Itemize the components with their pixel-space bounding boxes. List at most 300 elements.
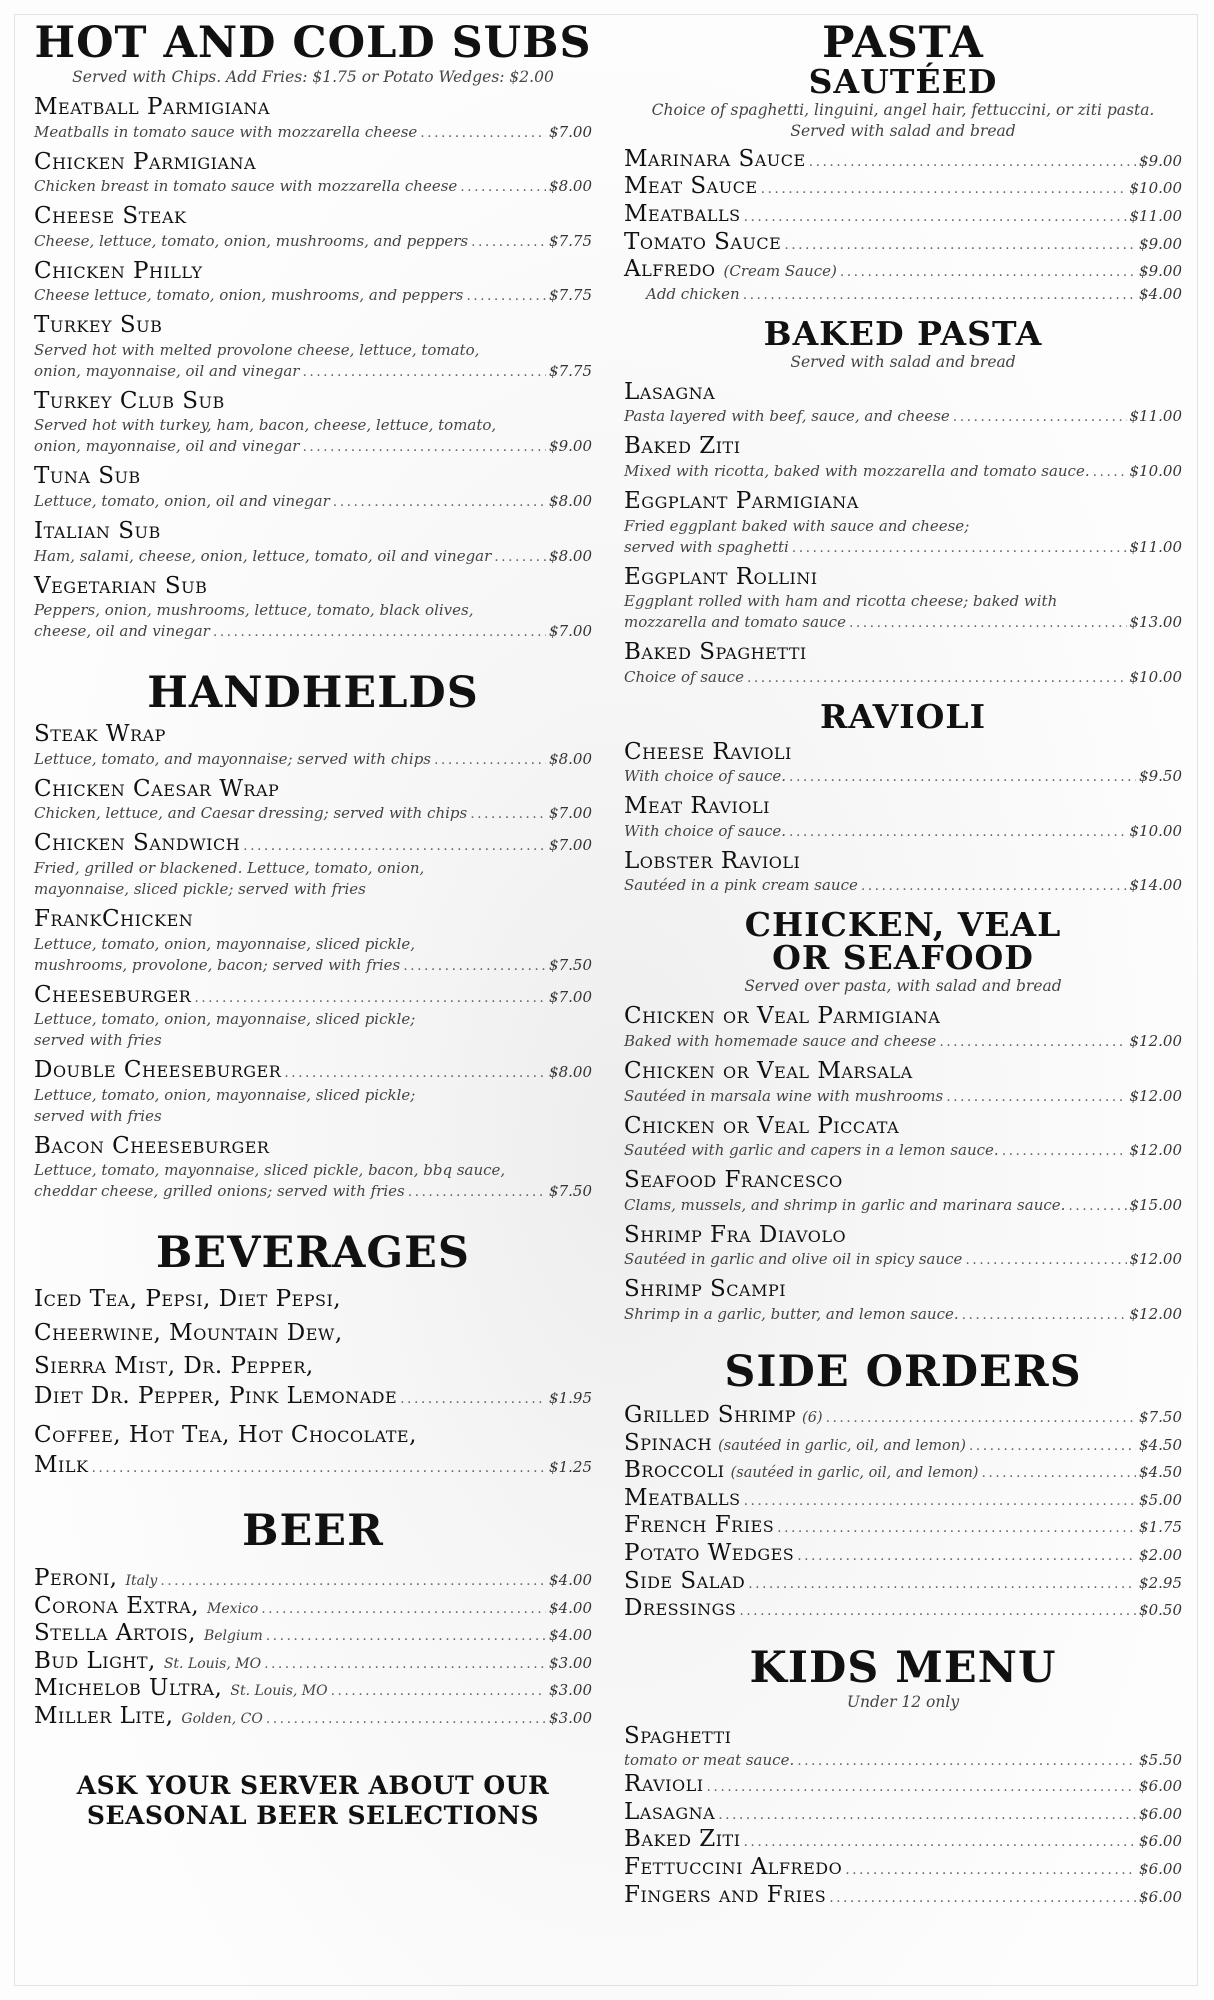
menu-item <box>34 830 592 900</box>
leader-dots <box>739 1602 1136 1621</box>
price-row <box>34 546 592 567</box>
item-desc: cheddar cheese, grilled onions; served with fries <box>34 1182 405 1201</box>
item-desc: Lettuce, tomato, onion, mayonnaise, sliced pickle; <box>34 1085 416 1104</box>
add-chicken-price: $4.00 <box>1139 284 1182 303</box>
item-name-group <box>624 1457 978 1485</box>
leader-dots <box>403 958 546 974</box>
item-price: $1.75 <box>1139 1518 1182 1537</box>
menu-item <box>34 721 592 770</box>
item-price: $12.00 <box>1129 1086 1182 1105</box>
item-name: Baked Spaghetti <box>624 639 807 666</box>
leader-dots <box>809 154 1136 170</box>
menu-item <box>34 1057 592 1127</box>
item-name: Vegetarian Sub <box>34 572 208 599</box>
item-name: Chicken or Veal Parmigiana <box>624 1003 941 1030</box>
beverages-list <box>34 1283 592 1480</box>
kids-item <box>624 1771 1182 1799</box>
price-row <box>624 612 1182 633</box>
handhelds-list <box>34 721 592 1202</box>
beer-origin: Golden, CO <box>181 1710 263 1727</box>
side-item <box>624 1540 1182 1568</box>
sauteed-item <box>624 201 1182 229</box>
item-name: Ravioli <box>624 1771 704 1798</box>
beer-name: Corona Extra, <box>34 1592 200 1619</box>
item-price: $3.00 <box>549 1653 592 1672</box>
item-name: Fingers and Fries <box>624 1881 827 1908</box>
price-row <box>624 667 1182 688</box>
item-price: $13.00 <box>1129 613 1182 632</box>
item-desc: Sautéed in marsala wine with mushrooms <box>624 1086 944 1105</box>
price-row <box>34 231 592 252</box>
leader-dots <box>160 1573 546 1589</box>
item-note: (sautéed in garlic, oil, and lemon) <box>730 1465 979 1482</box>
item-name: Cheese Ravioli <box>624 738 792 765</box>
item-name: Lasagna <box>624 378 716 405</box>
beverage-line: Diet Dr. Pepper, Pink Lemonade <box>34 1383 398 1410</box>
leader-dots <box>784 237 1136 253</box>
price-row <box>624 766 1182 787</box>
item-name: Tomato Sauce <box>624 228 782 255</box>
item-name: Italian Sub <box>34 518 161 545</box>
item-price: $7.00 <box>549 122 592 141</box>
item-desc: Shrimp in a garlic, butter, and lemon sauce. <box>624 1304 959 1323</box>
item-desc: Pasta layered with beef, sauce, and cheese <box>624 407 950 426</box>
item-name-group <box>624 173 758 201</box>
subs-list <box>34 94 592 642</box>
item-price: $12.00 <box>1129 1141 1182 1160</box>
leader-dots <box>420 125 546 141</box>
leader-dots <box>333 494 546 510</box>
leader-dots <box>718 1806 1136 1825</box>
item-price: $4.00 <box>549 1626 592 1645</box>
menu-item <box>34 463 592 512</box>
baked-list <box>624 379 1182 688</box>
item-name: Alfredo <box>624 256 716 283</box>
item-name-group <box>624 256 837 284</box>
price-row <box>34 1181 592 1202</box>
item-desc: Cheese lettuce, tomato, onion, mushrooms, and peppers <box>34 286 464 305</box>
menu-item <box>624 639 1182 688</box>
item-name: Bacon Cheeseburger <box>34 1132 270 1159</box>
price-row <box>34 803 592 824</box>
leader-dots <box>400 1389 546 1409</box>
item-name: Marinara Sauce <box>624 145 806 172</box>
side-item <box>624 1512 1182 1540</box>
leader-dots <box>284 1065 546 1081</box>
leader-dots <box>962 1307 1127 1323</box>
leader-dots <box>1002 1143 1127 1159</box>
cvs-subtitle: Served over pasta, with salad and bread <box>744 977 1062 996</box>
item-desc: Chicken, lettuce, and Caesar dressing; served with chips <box>34 804 468 823</box>
item-price: $7.75 <box>549 361 592 380</box>
item-desc: Fried eggplant baked with sauce and cheese; <box>624 516 970 535</box>
beer-list <box>34 1565 592 1731</box>
item-desc: Fried, grilled or blackened. Lettuce, tomato, onion, <box>34 859 425 878</box>
beer-name: Bud Light, <box>34 1647 156 1674</box>
item-name: FrankChicken <box>34 906 194 933</box>
leader-dots <box>965 1252 1126 1268</box>
item-name: Shrimp Fra Diavolo <box>624 1221 847 1248</box>
item-name-group <box>624 1485 741 1513</box>
leader-dots <box>470 806 546 822</box>
item-price: $12.00 <box>1129 1032 1182 1050</box>
item-name-group <box>624 1568 745 1596</box>
kids-item <box>624 1854 1182 1882</box>
item-price: $9.00 <box>1139 262 1182 281</box>
menu-item <box>34 776 592 825</box>
item-price: $10.00 <box>1129 461 1182 480</box>
item-desc: Sautéed in a pink cream sauce <box>624 876 858 895</box>
item-desc: With choice of sauce. <box>624 767 787 786</box>
item-name: Dressings <box>624 1595 737 1622</box>
sauteed-item <box>624 146 1182 174</box>
item-desc: Sautéed in garlic and olive oil in spicy sauce <box>624 1250 963 1269</box>
item-name-group <box>624 1540 794 1568</box>
item-desc: Served hot with turkey, ham, bacon, cheese, lettuce, tomato, <box>34 416 497 435</box>
item-name: Side Salad <box>624 1567 746 1594</box>
sauteed-item <box>624 229 1182 257</box>
beer-name: Miller Lite, <box>34 1702 174 1729</box>
leader-dots <box>981 1464 1136 1483</box>
menu-item <box>34 388 592 458</box>
leader-dots <box>797 1547 1136 1566</box>
item-name-group <box>624 1402 823 1430</box>
leader-dots <box>777 1519 1136 1538</box>
leader-dots <box>761 181 1127 197</box>
beer-item <box>34 1648 592 1676</box>
price-row <box>34 491 592 512</box>
leader-dots <box>302 364 546 380</box>
item-name: French Fries <box>624 1512 775 1539</box>
beer-item <box>34 1703 592 1731</box>
menu-item <box>34 518 592 567</box>
item-desc: served with spaghetti <box>624 537 789 556</box>
beverage-line: Coffee, Hot Tea, Hot Chocolate, <box>34 1422 417 1449</box>
price-row <box>34 436 592 457</box>
item-name: Chicken Parmigiana <box>34 148 257 175</box>
item-name: Chicken Caesar Wrap <box>34 775 280 802</box>
item-price: $6.00 <box>1139 1777 1182 1796</box>
item-desc: onion, mayonnaise, oil and vinegar <box>34 437 300 456</box>
item-name: Baked Ziti <box>624 433 741 460</box>
beer-item <box>34 1675 592 1703</box>
add-chicken-row <box>624 284 1182 305</box>
item-price: $1.25 <box>549 1458 592 1477</box>
item-price: $15.00 <box>1129 1195 1182 1214</box>
item-desc: onion, mayonnaise, oil and vinegar <box>34 361 300 380</box>
price-row <box>624 875 1182 896</box>
leader-dots <box>840 264 1136 280</box>
leader-dots <box>331 1683 546 1699</box>
item-price: $5.50 <box>1139 1751 1182 1770</box>
item-desc: Cheese, lettuce, tomato, onion, mushrooms, and peppers <box>34 231 469 250</box>
item-note: (sautéed in garlic, oil, and lemon) <box>718 1437 966 1454</box>
item-price: $2.00 <box>1139 1545 1182 1564</box>
menu-item <box>624 739 1182 788</box>
beer-name: Peroni, <box>34 1564 118 1591</box>
leader-dots <box>243 838 546 854</box>
menu-item <box>624 564 1182 634</box>
item-name-group <box>624 1430 966 1458</box>
side-item <box>624 1430 1182 1458</box>
price-row <box>624 406 1182 427</box>
sides-list <box>624 1402 1182 1623</box>
sauteed-list <box>624 146 1182 284</box>
item-price: $12.00 <box>1129 1250 1182 1269</box>
sauteed-item <box>624 256 1182 284</box>
menu-item <box>34 312 592 382</box>
beverage-group <box>34 1419 592 1480</box>
kids-list <box>624 1771 1182 1909</box>
beer-item <box>34 1620 592 1648</box>
item-price: $9.00 <box>1139 234 1182 253</box>
item-price: $10.00 <box>1129 179 1182 198</box>
side-item <box>624 1595 1182 1623</box>
sauteed-title: SAUTÉED <box>808 62 998 101</box>
item-desc-row <box>624 1750 1182 1771</box>
menu-item <box>34 982 592 1052</box>
leader-dots <box>861 878 1127 894</box>
item-price: $11.00 <box>1129 207 1182 226</box>
price-row <box>624 1249 1182 1270</box>
cvs-title <box>624 905 1182 978</box>
item-desc: Ham, salami, cheese, onion, lettuce, tomato, oil and vinegar <box>34 546 492 565</box>
beverage-group <box>34 1283 592 1411</box>
item-name: Spaghetti <box>624 1722 732 1749</box>
leader-dots <box>792 540 1127 556</box>
baked-pasta-subtitle: Served with salad and bread <box>790 352 1016 371</box>
item-name: Meatballs <box>624 1484 741 1511</box>
item-desc: Clams, mussels, and shrimp in garlic and marinara sauce. <box>624 1195 1066 1214</box>
item-name: Grilled Shrimp <box>624 1401 797 1428</box>
price-row <box>34 1383 592 1411</box>
beer-footer-note <box>34 1771 592 1831</box>
beer-name: Michelob Ultra, <box>34 1675 223 1702</box>
price-row <box>34 955 592 976</box>
leader-dots <box>1093 464 1127 480</box>
item-name: Lasagna <box>624 1798 716 1825</box>
price-row <box>34 621 592 642</box>
item-price: $7.50 <box>549 1182 592 1201</box>
item-name: Seafood Francesco <box>624 1167 843 1194</box>
item-name: Cheeseburger <box>34 981 192 1008</box>
side-item <box>624 1485 1182 1513</box>
price-row <box>34 749 592 770</box>
price-row <box>34 122 592 143</box>
kids-item <box>624 1826 1182 1854</box>
side-item <box>624 1402 1182 1430</box>
side-item <box>624 1457 1182 1485</box>
subs-title: HOT AND COLD SUBS <box>34 18 592 68</box>
item-price: $6.00 <box>1139 1832 1182 1851</box>
leader-dots <box>266 1628 546 1644</box>
item-price: $10.00 <box>1129 667 1182 686</box>
menu-item <box>34 94 592 143</box>
beer-item <box>34 1593 592 1621</box>
item-name: Broccoli <box>624 1457 725 1484</box>
menu-item <box>624 1003 1182 1052</box>
item-desc: Lettuce, tomato, mayonnaise, sliced pickle, bacon, bbq sauce, <box>34 1161 506 1180</box>
kids-spaghetti <box>624 1723 1182 1772</box>
menu-item <box>624 848 1182 897</box>
beer-name-group <box>34 1703 263 1731</box>
menu-item <box>34 149 592 198</box>
item-name-group <box>624 229 781 257</box>
leader-dots <box>466 288 546 304</box>
ravioli-list <box>624 739 1182 897</box>
item-desc: Lettuce, tomato, onion, mayonnaise, sliced pickle; <box>34 1010 416 1029</box>
item-name: Spinach <box>624 1429 713 1456</box>
menu-item <box>34 203 592 252</box>
item-price: $5.00 <box>1139 1490 1182 1509</box>
leader-dots <box>264 1656 546 1672</box>
item-name: Meatballs <box>624 201 741 228</box>
leader-dots <box>261 1601 546 1617</box>
pasta-title: PASTA <box>822 18 984 68</box>
leader-dots <box>748 1575 1136 1594</box>
leader-dots <box>829 1889 1136 1908</box>
item-name: Cheese Steak <box>34 203 187 230</box>
menu-item <box>34 906 592 976</box>
leader-dots <box>744 1833 1137 1852</box>
price-row <box>34 176 592 197</box>
leader-dots <box>408 1184 546 1200</box>
subs-subtitle: Served with Chips. Add Fries: $1.75 or Potato Wedges: $2.00 <box>72 68 554 86</box>
item-name: Meatball Parmigiana <box>34 93 270 120</box>
item-price: $11.00 <box>1129 537 1182 556</box>
price-row <box>624 1031 1182 1052</box>
item-name: Meat Ravioli <box>624 793 770 820</box>
menu-item <box>624 1276 1182 1325</box>
item-name: Fettuccini Alfredo <box>624 1854 843 1881</box>
price-row <box>624 821 1182 842</box>
item-desc: Lettuce, tomato, onion, mayonnaise, sliced pickle, <box>34 934 416 953</box>
item-name-group <box>624 1595 736 1623</box>
item-price: $3.00 <box>549 1681 592 1700</box>
price-row <box>34 1057 592 1085</box>
leader-dots <box>266 1711 546 1727</box>
item-name-group <box>624 146 806 174</box>
beer-item <box>34 1565 592 1593</box>
menu-item <box>34 1133 592 1203</box>
item-desc: Sautéed with garlic and capers in a lemon sauce. <box>624 1141 999 1160</box>
item-name-group <box>624 201 741 229</box>
item-desc: Lettuce, tomato, and mayonnaise; served with chips <box>34 749 432 768</box>
price-row <box>34 1452 592 1480</box>
beer-name-group <box>34 1593 258 1621</box>
price-row <box>34 830 592 858</box>
item-desc: Mixed with ricotta, baked with mozzarella and tomato sauce. <box>624 461 1090 480</box>
item-price: $4.50 <box>1139 1435 1182 1454</box>
beer-origin: Italy <box>125 1572 158 1589</box>
leader-dots <box>789 769 1136 785</box>
item-name-group <box>624 1512 774 1540</box>
leader-dots <box>747 670 1127 686</box>
leader-dots <box>494 549 546 565</box>
item-price: $11.00 <box>1129 407 1182 426</box>
item-desc: mushrooms, provolone, bacon; served with fries <box>34 955 401 974</box>
item-note: (Cream Sauce) <box>723 262 837 281</box>
beer-origin: St. Louis, MO <box>163 1655 262 1672</box>
beer-name-group <box>34 1565 157 1593</box>
item-price: $6.00 <box>1139 1887 1182 1906</box>
sides-title: SIDE ORDERS <box>724 1346 1082 1397</box>
item-desc: cheese, oil and vinegar <box>34 622 210 641</box>
item-price: $4.00 <box>549 1598 592 1617</box>
item-price: $7.00 <box>549 836 592 855</box>
price-row <box>624 1195 1182 1216</box>
item-price: $8.00 <box>549 546 592 565</box>
item-desc: mayonnaise, sliced pickle; served with fries <box>34 880 366 899</box>
beer-title: BEER <box>242 1505 384 1556</box>
menu-item <box>624 379 1182 428</box>
beverage-line: Sierra Mist, Dr. Pepper, <box>34 1353 314 1380</box>
add-chicken-label: Add chicken <box>646 284 740 303</box>
kids-item <box>624 1799 1182 1827</box>
item-desc: served with fries <box>34 1106 162 1125</box>
ravioli-title: RAVIOLI <box>819 696 987 736</box>
leader-dots <box>953 409 1127 425</box>
item-price: $7.00 <box>549 987 592 1006</box>
item-desc: Choice of sauce <box>624 667 744 686</box>
item-name: Lobster Ravioli <box>624 847 801 874</box>
item-note: (6) <box>802 1409 823 1426</box>
left-column <box>34 18 592 1831</box>
leader-dots <box>797 1753 1136 1769</box>
leader-dots <box>744 209 1127 225</box>
beer-origin: Belgium <box>203 1628 263 1645</box>
item-desc: With choice of sauce. <box>624 821 787 840</box>
beverages-title: BEVERAGES <box>156 1228 470 1279</box>
item-price: $0.50 <box>1139 1601 1182 1620</box>
item-price: $8.00 <box>549 492 592 511</box>
item-price: $2.95 <box>1139 1573 1182 1592</box>
price-row <box>624 537 1182 558</box>
price-row <box>624 1086 1182 1107</box>
item-price: $7.50 <box>549 955 592 974</box>
item-desc: mozzarella and tomato sauce <box>624 613 846 632</box>
item-desc: served with fries <box>34 1031 162 1050</box>
menu-item <box>34 573 592 643</box>
item-price: $12.00 <box>1129 1304 1182 1323</box>
beer-name-group <box>34 1620 263 1648</box>
item-desc: Baked with homemade sauce and cheese <box>624 1032 937 1050</box>
kids-item <box>624 1882 1182 1910</box>
item-name: Steak Wrap <box>34 721 166 748</box>
item-desc: Chicken breast in tomato sauce with mozzarella cheese <box>34 177 458 196</box>
item-name: Chicken or Veal Piccata <box>624 1112 900 1139</box>
item-name: Potato Wedges <box>624 1539 795 1566</box>
item-price: $8.00 <box>549 177 592 196</box>
beer-footer-line1: ASK YOUR SERVER ABOUT OUR <box>76 1770 550 1800</box>
item-price: $14.00 <box>1129 876 1182 895</box>
item-name: Eggplant Parmigiana <box>624 487 859 514</box>
menu-item <box>624 1167 1182 1216</box>
item-desc: tomato or meat sauce. <box>624 1751 795 1770</box>
leader-dots <box>194 990 546 1006</box>
leader-dots <box>707 1778 1137 1797</box>
beer-origin: St. Louis, MO <box>230 1683 328 1700</box>
item-price: $4.50 <box>1139 1463 1182 1482</box>
item-price: $9.50 <box>1139 767 1182 786</box>
price-row <box>34 982 592 1010</box>
sauteed-subtitle <box>624 100 1182 142</box>
menu-item <box>624 1058 1182 1107</box>
item-price: $3.00 <box>549 1708 592 1727</box>
beer-name-group <box>34 1648 261 1676</box>
price-row <box>624 461 1182 482</box>
item-price: $4.00 <box>549 1570 592 1589</box>
